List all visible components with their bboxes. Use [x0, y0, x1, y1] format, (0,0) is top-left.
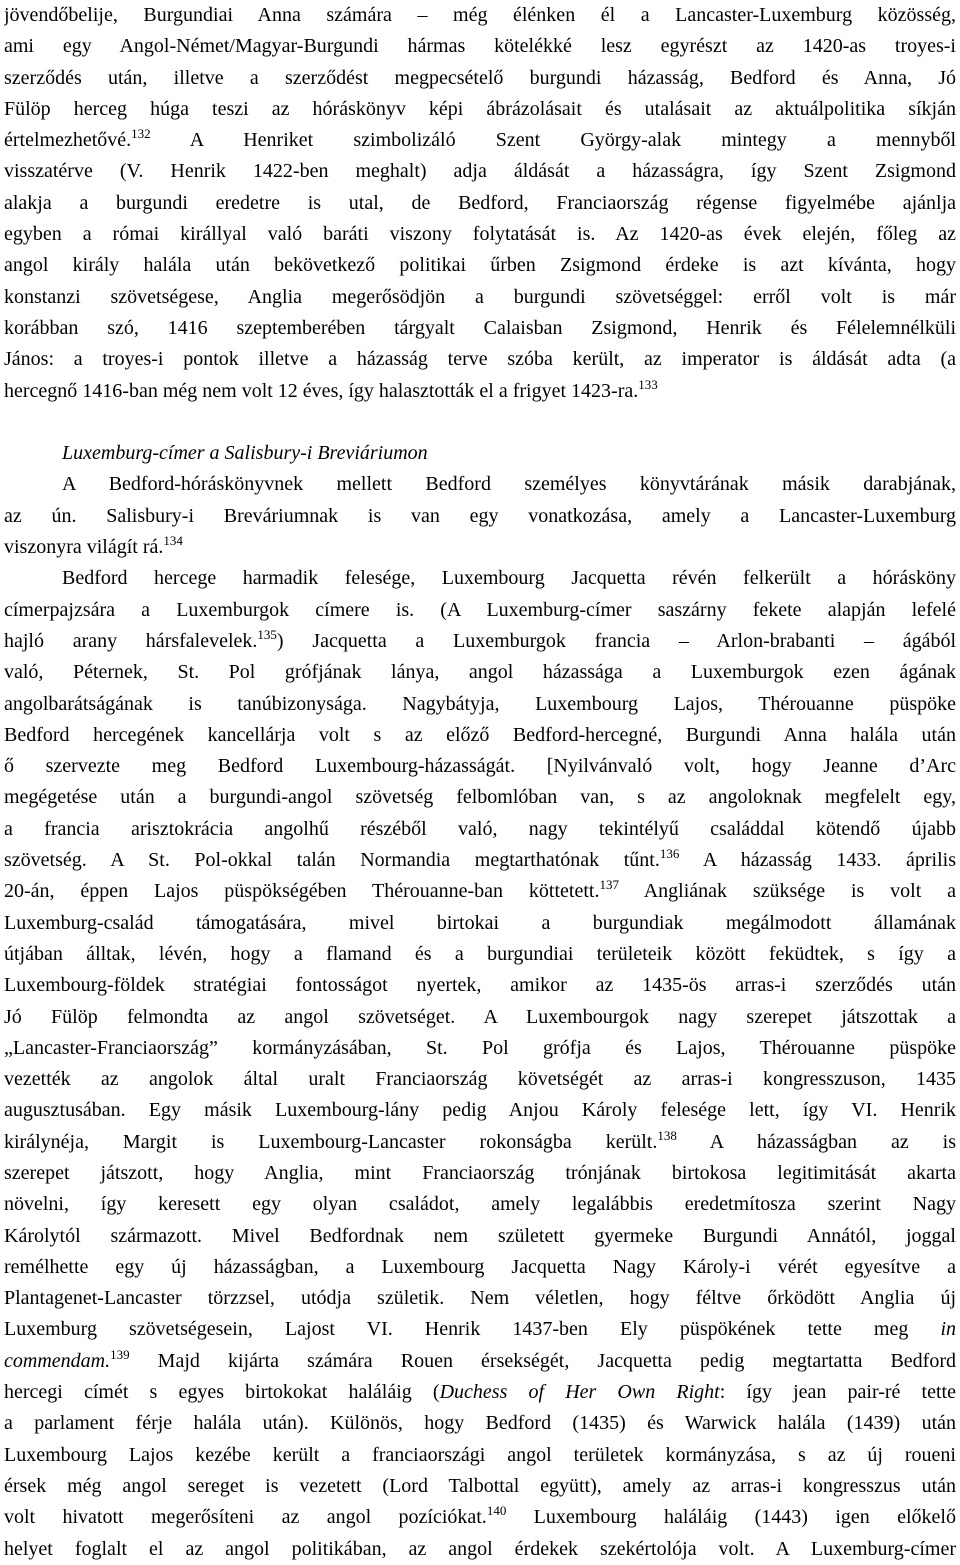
text-line: helyet foglalt el az angol politikában, az angol érdekek szekértolója volt. A Luxemburg-címer — [4, 1537, 956, 1560]
text-line: a parlament férje halála után). Különös, hogy Bedford (1435) és Warwick halála (1439) után — [4, 1412, 956, 1435]
text-line: való, Péternek, St. Pol grófjának lánya, angol házassága a Luxemburgok ezen ágának — [4, 661, 956, 684]
text-line: az ún. Salisbury-i Breváriumnak is van egy vonatkozása, amely a Lancaster-Luxemburg — [4, 504, 956, 527]
text-line: remélhette egy új házasságban, a Luxembourg Jacquetta Nagy Károly-i vérét egyesítve a — [4, 1255, 956, 1278]
footnote-ref[interactable]: 138 — [657, 1127, 677, 1143]
footnote-ref[interactable]: 140 — [486, 1503, 507, 1519]
text-line: A Bedford-hóráskönyvnek mellett Bedford személyes könyvtárának másik darabjának, — [62, 473, 956, 496]
text-line: angolbarátságának is tanúbizonysága. Nagybátyja, Luxembourg Lajos, Thérouanne püspöke — [4, 692, 956, 715]
text-line: visszatérve (V. Henrik 1422-ben meghalt) adja áldását a házasságra, így Szent Zsigmond — [4, 160, 956, 183]
footnote-ref[interactable]: 139 — [110, 1346, 130, 1362]
text-line — [4, 876, 956, 907]
paragraph-3 — [4, 563, 956, 1565]
text-fragment: értelmezhetővé. — [4, 129, 132, 152]
text-line: Plantagenet-Lancaster törzzsel, utódja születik. Nem véletlen, hogy féltve őrködött Anglia új — [4, 1287, 956, 1310]
italic-term: in — [940, 1318, 956, 1341]
text-line: ő szervezte meg Bedford Luxembourg-házasságát. [Nyilvánvaló volt, hogy Jeanne d’Arc — [4, 755, 956, 778]
text-line: jövendőbelije, Burgundiai Anna számára – még élénken él a Lancaster-Luxemburg közösség, — [4, 4, 956, 26]
text-line: útjában álltak, lévén, hogy a flamand és a burgundiai területeik között feküdtek, s így a — [4, 942, 956, 965]
text-line — [4, 376, 956, 407]
footnote-ref[interactable]: 132 — [131, 126, 151, 142]
footnote-ref[interactable]: 136 — [659, 846, 680, 862]
text-line: konstanzi szövetségese, Anglia megerősödjön a burgundi szövetséggel: erről volt is már — [4, 285, 956, 308]
text-fragment: viszonyra világít rá. — [4, 536, 164, 559]
text-line: angol király halála után bekövetkező politikai űrben Zsigmond érdeke is azt kívánta, hogy — [4, 254, 956, 277]
text-line — [4, 626, 956, 657]
text-line: címerpajzsára a Luxemburgok címere is. (A Luxemburg-címer saszárny fekete alapján lefelé — [4, 598, 956, 621]
text-line — [4, 845, 956, 876]
section-heading: Luxemburg-címer a Salisbury-i Breviáriumon — [62, 442, 428, 465]
text-line: alakja a burgundi eredetre is utal, de Bedford, Franciaország régense figyelmébe ajánlja — [4, 191, 956, 214]
text-line — [4, 532, 956, 563]
text-line — [4, 1502, 956, 1533]
text-fragment: hercegi címét s egyes birtokokat haláláig ( — [4, 1381, 440, 1404]
text-line: Luxembourg-földek stratégiai fontosságot nyertek, amikor az 1435-ös arras-i szerződés után — [4, 974, 956, 997]
text-line: „Lancaster-Franciaország” kormányzásában, St. Pol grófja és Lajos, Thérouanne püspöke — [4, 1036, 956, 1059]
text-fragment: Luxemburg szövetségesein, Lajost VI. Henrik 1437-ben Ely püspökének tette meg — [4, 1318, 941, 1341]
text-line: szerepet játszott, hogy Anglia, mint Franciaország trónjának birtokosa legitimitását akarta — [4, 1161, 956, 1184]
text-line: egyben a római királlyal való baráti viszony folytatását is. Az 1420-as évek elején, főleg az — [4, 223, 956, 246]
footnote-ref[interactable]: 134 — [163, 533, 183, 549]
text-line: ami egy Angol-Német/Magyar-Burgundi hármas kötelékké lesz egyrészt az 1420-as troyes-i — [4, 35, 956, 58]
text-fragment: Luxembourg haláláig (1443) igen előkelő — [506, 1506, 956, 1529]
text-line: a francia arisztokrácia angolhű részéből való, nagy tekintélyű családdal kötendő újabb — [4, 817, 956, 840]
text-line: Luxembourg Lajos kezébe került a franciaországi angol területek kormányzása, s az új roueni — [4, 1443, 956, 1466]
text-fragment: 20-án, éppen Lajos püspökségében Thérouanne-ban köttetett. — [4, 880, 600, 903]
text-line: növelni, így keresett egy olyan családot, amely legalábbis eredetmítosza szerint Nagy — [4, 1193, 956, 1216]
text-fragment: A házasság 1433. április — [679, 849, 956, 872]
document-page — [4, 0, 956, 1565]
text-line: korábban szó, 1416 szeptemberében tárgyalt Calaisban Zsigmond, Henrik és Félelemnélküli — [4, 316, 956, 339]
text-line: Bedford hercege harmadik felesége, Luxembourg Jacquetta révén felkerült a hórásköny — [62, 567, 956, 590]
text-line: érsek még angol sereget is vezetett (Lord Talbottal együtt), amely az arras-i kongresszus után — [4, 1474, 956, 1497]
text-fragment: Majd kijárta számára Rouen érsekségét, Jacquetta pedig megtartatta Bedford — [129, 1349, 956, 1372]
text-fragment: hajló arany hársfalevelek. — [4, 629, 258, 652]
text-fragment: Angliának szüksége is volt a — [618, 880, 956, 903]
paragraph-1 — [4, 0, 956, 407]
paragraph-gap — [4, 407, 956, 438]
text-line: Fülöp herceg húga teszi az hóráskönyv képi ábrázolásait és utalásait az aktuálpolitika síkján — [4, 97, 956, 120]
footnote-ref[interactable]: 133 — [638, 376, 658, 392]
text-line: Luxemburg-család támogatására, mivel birtokai a burgundiak megálmodott államának — [4, 911, 956, 934]
text-fragment: volt hivatott megerősíteni az angol pozíciókat. — [4, 1506, 487, 1529]
italic-term: commendam. — [4, 1349, 111, 1372]
text-line — [4, 1377, 956, 1408]
text-line: János: a troyes-i pontok illetve a házasság terve szóba került, az imperator is áldását adta (a — [4, 348, 956, 371]
text-line: Bedford hercegének kancellárja volt s az előző Bedford-hercegné, Burgundi Anna halála után — [4, 723, 956, 746]
footnote-ref[interactable]: 137 — [599, 877, 619, 893]
text-line: megégetése után a burgundi-angol szövetség felbomlóban van, s az angoloknak megfelelt egy, — [4, 786, 956, 809]
text-fragment: A Henriket szimbolizáló Szent György-alak mintegy a mennyből — [150, 129, 956, 152]
text-line: vezették az angolok által uralt Franciaország követségét az arras-i kongresszuson, 1435 — [4, 1068, 956, 1091]
text-fragment: A házasságban az is — [676, 1130, 956, 1153]
text-line — [4, 1127, 956, 1158]
text-line: szerződés után, illetve a szerződést megpecsételő burgundi házasság, Bedford és Anna, Jó — [4, 66, 956, 89]
text-fragment: királynéja, Margit is Luxembourg-Lancaster rokonságba került. — [4, 1130, 658, 1153]
italic-title: Duchess of Her Own Right — [439, 1381, 720, 1404]
text-line — [4, 1314, 956, 1345]
text-line — [4, 1346, 956, 1377]
text-fragment: ) Jacquetta a Luxemburgok francia – Arlon-brabanti – ágából — [276, 629, 956, 652]
text-line: Jó Fülöp felmondta az angol szövetséget. A Luxembourgok nagy szerepet játszottak a — [4, 1005, 956, 1028]
text-fragment: szövetség. A St. Pol-okkal talán Normandia megtarthatónak tűnt. — [4, 849, 660, 872]
text-line: Károlytól származott. Mivel Bedfordnak nem született gyermeke Burgundi Annától, joggal — [4, 1224, 956, 1247]
footnote-ref[interactable]: 135 — [257, 626, 277, 642]
paragraph-2 — [4, 469, 956, 563]
text-line: augusztusában. Egy másik Luxembourg-lány pedig Anjou Károly felesége lett, így VI. Henrik — [4, 1099, 956, 1122]
text-fragment: hercegnő 1416-ban még nem volt 12 éves, így halasztották el a frigyet 1423-ra. — [4, 379, 639, 402]
text-fragment: : így jean pair-ré tette — [719, 1381, 956, 1404]
text-line — [4, 125, 956, 156]
